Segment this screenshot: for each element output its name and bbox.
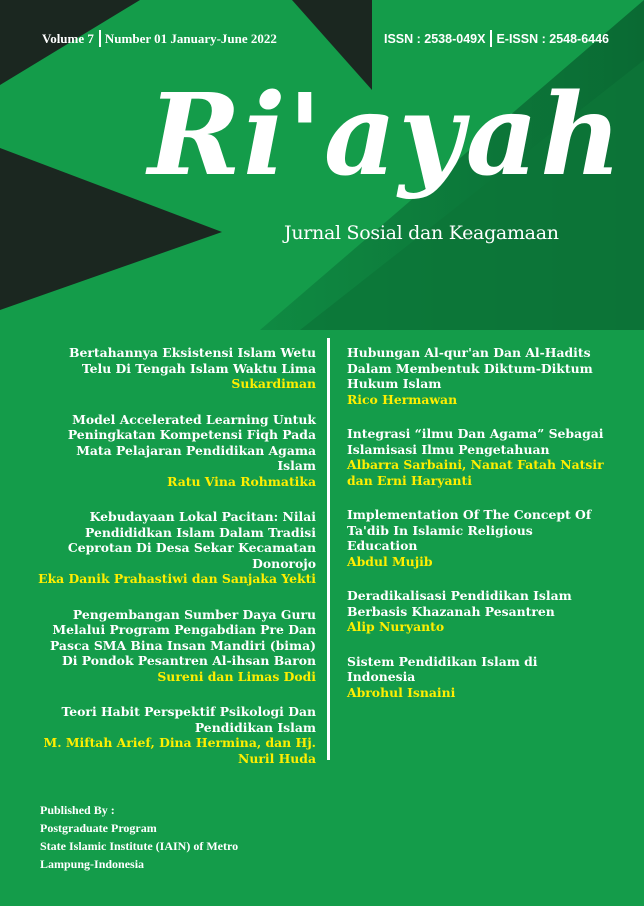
articles-left-column (38, 345, 316, 786)
article-entry (347, 654, 607, 701)
article-author: Abdul Mujib (347, 553, 433, 569)
article-entry (38, 345, 316, 392)
article-entry (347, 588, 607, 635)
article-author: Rico Hermawan (347, 391, 458, 407)
article-author: Sureni dan Limas Dodi (157, 668, 316, 684)
article-title: Teori Habit Perspektif Psikologi Dan Pendidikan Islam (61, 704, 316, 735)
article-title: Integrasi “ilmu Dan Agama” Sebagai Islamisasi Ilmu Pengetahuan (347, 426, 604, 457)
article-entry (347, 345, 607, 407)
article-entry (38, 412, 316, 490)
article-author: Ratu Vina Rohmatika (167, 473, 316, 489)
journal-subtitle: Jurnal Sosial dan Keagamaan (284, 222, 559, 244)
eissn-label: E-ISSN : 2548-6446 (496, 32, 610, 46)
article-author: Eka Danik Prahastiwi dan Sanjaka Yekti (38, 571, 316, 586)
article-entry (347, 507, 607, 569)
issn-label: ISSN : 2538-049X (384, 32, 486, 46)
article-title: Bertahannya Eksistensi Islam Wetu Telu Di Tengah Islam Waktu Lima (69, 345, 316, 376)
article-title: Deradikalisasi Pendidikan Islam Berbasis Khazanah Pesantren (347, 588, 572, 619)
publisher-location: Lampung-Indonesia (40, 857, 145, 871)
issn-info (384, 30, 609, 47)
publisher-block (40, 801, 238, 873)
article-author: Alip Nuryanto (347, 619, 445, 634)
publisher-label: Published By : (40, 803, 115, 817)
issue-label: Number 01 January-June 2022 (104, 31, 277, 46)
article-title: Model Accelerated Learning Untuk Peningkatan Kompetensi Fiqh Pada Mata Pelajaran Pendidikan Agama Islam (67, 411, 316, 473)
article-entry (38, 509, 316, 587)
column-divider (327, 338, 330, 760)
journal-title-logo: Ri'ayah (148, 70, 624, 201)
article-author: Abrohul Isnaini (347, 684, 456, 700)
publisher-institute: State Islamic Institute (IAIN) of Metro (40, 839, 239, 853)
article-title: Kebudayaan Lokal Pacitan: Nilai Pendididkan Islam Dalam Tradisi Ceprotan Di Desa Sekar Kecamatan Donorojo (67, 509, 316, 571)
article-author: Sukardiman (231, 376, 316, 391)
header-separator (490, 30, 492, 47)
article-title: Implementation Of The Concept Of Ta'dib In Islamic Religious Education (347, 507, 592, 553)
volume-issue-info (42, 30, 277, 47)
article-title: Hubungan Al-qur'an Dan Al-Hadits Dalam Membentuk Diktum-Diktum Hukum Islam (347, 345, 593, 391)
volume-label: Volume 7 (42, 31, 94, 46)
article-author: M. Miftah Arief, Dina Hermina, dan Hj. Nuril Huda (43, 735, 316, 766)
article-entry (347, 426, 607, 488)
articles-right-column (347, 345, 607, 719)
article-title: Pengembangan Sumber Daya Guru Melalui Program Pengabdian Pre Dan Pasca SMA Bina Insan Mandiri (bima) Di Pondok Pesantren Al-ihsan Baron (49, 606, 316, 668)
header-separator (99, 30, 101, 47)
article-title: Sistem Pendidikan Islam di Indonesia (347, 653, 538, 684)
publisher-program: Postgraduate Program (40, 821, 157, 835)
article-author: Albarra Sarbaini, Nanat Fatah Natsir dan Erni Haryanti (347, 457, 604, 488)
article-entry (38, 704, 316, 766)
article-entry (38, 607, 316, 685)
